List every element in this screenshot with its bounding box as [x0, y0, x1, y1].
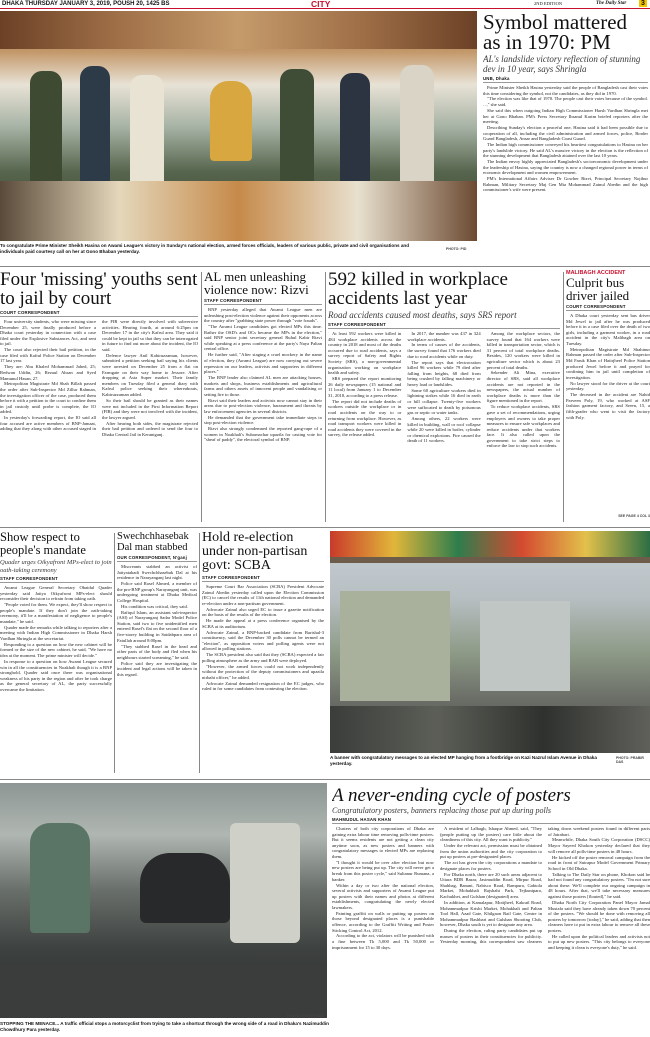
- workplace-para: Among the workplace sectors, the survey found that 164 workers were killed in transportation sector, which is 31 percent of total workplace deaths. Besides, 120 workers were killed in agriculture sector which is about 23 percent of total deaths.: [486, 331, 560, 370]
- respect-headline: Show respect to people's mandate: [0, 531, 86, 557]
- culprit-see-page[interactable]: SEE PAGE 4 COL 3: [618, 514, 650, 518]
- swechchhasebak-story: [117, 531, 197, 777]
- respect-byline: STAFF CORRESPONDENT: [0, 576, 112, 583]
- divider: [0, 266, 650, 267]
- masthead-section: CITY: [311, 0, 331, 9]
- masthead-paper: The Daily Star: [596, 1, 627, 6]
- reelection-body: [202, 584, 324, 692]
- symbol-para: Describing Sunday's election a peaceful one, Hasina said it had been possible due to cooperation of all, including the civil administration and armed forces, police, Border Guard Bangladesh, Ansar and Bangladesh Coast Guard.: [483, 125, 648, 142]
- photo1-credit: PHOTO: PID: [446, 247, 467, 251]
- workplace-body: [328, 331, 560, 524]
- culprit-headline: Culprit bus driver jailed: [566, 275, 630, 303]
- masthead-dateline: DHAKA THURSDAY JANUARY 3, 2019, POUSH 20, 1425 BS: [2, 1, 170, 7]
- al-para: Rizvi also strongly condemned the reported gang-rape of a women in Noakhali's Subarnachar upazila for casting vote for "sheaf of paddy", the electoral symbol of BNP.: [204, 426, 322, 443]
- symbol-para: Prime Minister Sheikh Hasina yesterday said the people of Bangladesh cast their votes this time considering the symbol, not the candidates, as they did in 1970.: [483, 85, 648, 96]
- respect-para: In response to a question on how Awami League secured win in all the constituencies in Noakhali though it is a BNP stronghold, Quader said once there was organisational weakness of his party in the region and after he took charge as the general secretary of AL, the party successfully overcame the limitation.: [0, 658, 112, 692]
- missing-headline: Four 'missing' youths sent to jail by court: [0, 270, 198, 309]
- posters-para: Painting graffiti on walls or putting up posters on those beyond designated places is a punishable offence, according to the Graffiti Writing and Poster Sticking Control Act, 2012.: [332, 910, 434, 933]
- culprit-kicker: MALIBAGH ACCIDENT: [566, 270, 626, 276]
- workplace-para: At least 592 workers were killed in 484 workplace accidents across the country in 2018 and most of the deaths occurred due to road accidents, says a survey report of Safety and Rights Society (SRS), a non-governmental organisation working on workplace health and safety.: [328, 331, 402, 376]
- reelection-para: Advocate Zainul demanded resignation of the EC judges, who ruled in for some candidates from contesting the election.: [202, 680, 324, 692]
- page-number: 3: [641, 0, 645, 7]
- reelection-headline: Hold re-election under non-partisan govt: SCBA: [202, 531, 308, 573]
- photo1-caption-text: To congratulate Prime Minister Sheikh Hasina on Awami League's victory in Sunday's national election, armed forces officials, leaders of various public, private and civil organisations and individuals paid courtesy call on her at Gono Bhaban yesterday.: [0, 243, 410, 254]
- photo2-caption: [330, 755, 610, 769]
- workplace-para: Among others, 22 workers were killed in building, wall or roof collapse while 20 were killed in boiler, cylinder or chemical explosions. Fire caused the death of 11 workers.: [407, 416, 481, 444]
- posters-story: [332, 786, 650, 1037]
- reelection-byline: STAFF CORRESPONDENT: [202, 575, 324, 582]
- swechchhasebak-body: [117, 564, 197, 677]
- posters-para: "I thought it would be over after election but now new posters are being put up. The city will never get a break from this poster cycle," said Sultanur Rumana, a banker.: [332, 859, 434, 882]
- posters-para: Meanwhile, Dhaka South City Corporation (DSCC) Mayor Sayeed Khokon yesterday declared that they will remove all polls-time posters in 48 hours.: [548, 837, 650, 854]
- culprit-byline: COURT CORRESPONDENT: [566, 304, 650, 311]
- workplace-para: In terms of causes of the accidents, the survey found that 176 workers died due to road accidents while on duty.: [407, 342, 481, 359]
- photo3-caption-text: STOPPING THE MENACE... A traffic official stops a motorcyclist from trying to take a shortcut through the wrong side of a road in Dhaka's Nazimuddin Chowdhury Para yesterday.: [0, 1021, 329, 1032]
- missing-body: [0, 319, 198, 524]
- divider: [199, 533, 200, 773]
- swechchhasebak-para: Rafiqul Islam, an assistant sub-inspector (ASI) of Narayanganj Sadar Model Police Station, said two to five unidentified men entered Rasel's flat on the second floor of a five-storey building in Saidabpara area of Fatullah around 8:00pm.: [117, 609, 197, 643]
- al-headline: AL men unleashing violence now: Rizvi: [204, 270, 309, 297]
- reelection-para: Advocate Zainul, a BNP-backed candidate from Barishal-3 constituency, said the December 30 polls cannot be termed an "election", as opposition voters and polling agents were not allowed in polling stations.: [202, 629, 324, 652]
- missing-para: Defence lawyer Anil Kabiruzzaman, however, submitted a petition seeking bail saying his clients were arrested on December 25 from a flat on Farmgate on their way home to Jessore. After dropping at Asia Super market. Their family members on Tuesday filed a general diary with Kafrul police seeking their whereabouts, Kabiruzzaman added.: [102, 352, 198, 398]
- reelection-para: Advocate Zainul also urged EC to issue a gazette notification on the basis of the results of the election.: [202, 606, 324, 618]
- symbol-headline: Symbol mattered as in 1970: PM: [483, 12, 628, 54]
- workplace-para: SRS prepared the report monitoring 26 daily newspapers (15 national and 11 local) from January 1 to December 31, 2018, according to a press release.: [328, 376, 402, 398]
- gono-bhaban-photo: [0, 11, 477, 241]
- respect-para: Responding to a question on how the new cabinet will be formed or the size of the new cabinet, he said, "We have no idea at the moment. The prime minister will decide.": [0, 641, 112, 659]
- reelection-para: The SCBA president also said that they (SCBA) expected a fair polling atmosphere as the army and RAB were deployed.: [202, 652, 324, 663]
- posters-para: Dhaka North City Corporation Panel Mayor Jamal Mustafa said they have already taken down 70 percent of the posters. "We should be done with removing all posters by tomorrow [today]," he said, adding that then cleaners have to put in extra labour to remove all these posters.: [548, 899, 650, 933]
- masthead-edition: 2ND EDITION: [534, 1, 563, 6]
- respect-body: [0, 585, 112, 692]
- divider: [201, 272, 202, 522]
- posters-deck: Congratulatory posters, banners replacing those put up during polls: [332, 806, 552, 815]
- divider: [0, 527, 650, 528]
- symbol-para: The Indian high commissioner conveyed his heartiest congratulations to Hasina on her party's landslide victory. He said AL's massive victory in the election is the reflection of the stunning development that Bangladesh attained over the last 10 years.: [483, 142, 648, 159]
- symbol-deck: AL's landslide victory reflection of stunning dev in 10 year, says Shringla: [483, 54, 641, 74]
- al-byline: STAFF CORRESPONDENT: [204, 298, 322, 305]
- posters-para: Under the relevant act, permission must be obtained from the union authorities and the city corporation to put up posters at pre-designated places.: [440, 843, 542, 860]
- divider: [563, 272, 564, 522]
- photo3-caption: [0, 1021, 330, 1037]
- posters-para: Clusters of both city corporations of Dhaka are gaining extra labour time removing polls-time posters. But it seems residents are not getting a clean city anytime soon, as new posters and banners with congratulatory messages to elected MPs are replacing them.: [332, 826, 434, 859]
- swechchhasebak-para: Police said they are investigating the incident and legal actions will be taken in this regard.: [117, 660, 197, 677]
- workplace-para: The report did not include deaths of workers outside the workplace or in road accidents on the way to or returning from workplace. However, as road transport workers were killed in road accidents they were covered in the survey, the release added.: [328, 398, 402, 438]
- posters-body: [332, 826, 650, 1036]
- workplace-para: The report says that electrocution killed 96 workers while 79 died after falling from heights, 68 died from being crushed by falling machinery or heavy load or landslides.: [407, 359, 481, 387]
- missing-para: In yesterday's forwarding report, the IO said all four accused are active members of BNP-Jamaat, adding that they along with other accused staged in the FIR were directly involved with subversive activities. Hearing fourth, at around 6:25pm on December 17 in the city's Kafrul area. They said it could be kept in jail so that they can be interrogated in future to find out more about the incident, the IO said.: [0, 319, 198, 432]
- reelection-para: "However, the armed forces could not work independently without the protection of the deputy commissioners and upazila nirbahi officer," he added.: [202, 663, 324, 680]
- photo2-caption-text: A banner with congratulatory messages to an elected MP hanging from a footbridge on Kazi Nazrul Islam Avenue in Dhaka yesterday.: [330, 755, 597, 766]
- footbridge-banner-photo: [330, 531, 650, 753]
- divider: [114, 533, 115, 773]
- missing-para: Four university students, who were missing since December 25, were finally produced before a Dhaka court yesterday in connection with a case filed under the Explosive Substances Act, and sent to jail.: [0, 319, 96, 347]
- symbol-para: She said this when outgoing Indian High Commissioner Harsh Vardhan Shringla met her at Gono Bhaban. PM's Press Secretary Ihsanul Karim briefed reporters after the meeting.: [483, 107, 648, 125]
- culprit-para: The deceased in the accident are Nahid Parveen Poly, 19, who worked at ASF fashion garment factory, and Sreen, 15, a fifth-grader who went to visit the factory with Poly.: [566, 392, 650, 420]
- divider: [325, 272, 326, 522]
- swechchhasebak-para: His condition was critical, they said.: [121, 603, 188, 609]
- reelection-para: He made the appeal at a press conference organised by the SCBA at its auditorium.: [202, 618, 324, 629]
- photo3-credit: PHOTO: PRABIR DAS: [287, 1014, 324, 1018]
- symbol-story: [483, 12, 648, 262]
- posters-para: He kicked off the poster removal campaign from the road in front of Sutrapur Model Government Primary School in Old Dhaka.: [548, 854, 650, 871]
- divider: [0, 779, 650, 780]
- missing-story: [0, 270, 198, 524]
- photo2-credit: PHOTO: PRABIR DAS: [616, 756, 644, 764]
- workplace-story: [328, 270, 560, 524]
- posters-para: A resident of Lalbagh, Ishaque Ahmed, said, "They (people putting up the posters) care little about the cleanliness of this city. All they want is publicity.": [440, 826, 542, 843]
- respect-story: [0, 531, 112, 777]
- swechchhasebak-para: Police said Rasel Ahmed, a member of the pro-BNP group's Narayanganj unit, was undergoing treatment at Dhaka Medical College Hospital.: [117, 581, 197, 603]
- respect-deck: Quader urges Oikyafront MPs-elect to join oath-taking ceremony: [0, 559, 112, 574]
- symbol-para: "The election was like that of 1970. The people cast their votes because of the symbol. . .," she said.: [483, 96, 648, 108]
- workplace-para: Some 60 agriculture workers died in lightning strikes while 16 died in earth or hill collapse. Twenty-five workers were suffocated to death by poisonous gas or septic or water tanks.: [407, 387, 481, 416]
- photo1-caption: [0, 243, 430, 259]
- reelection-para: Supreme Court Bar Association (SCBA) President Advocate Zainul Abedin yesterday called upon the Election Commission (EC) to cancel the results of 11th national election and demanded re-election under a non-partisan government.: [202, 584, 324, 606]
- al-para: The BNP leader also claimed AL men are attacking houses, markets and shops, business establishments and agricultural farms and others assets of innocent people and vandalising or setting fire to those.: [204, 375, 322, 397]
- workplace-para: In 2017, the number was 437 in 324 workplace accidents.: [407, 331, 481, 342]
- traffic-photo: [0, 783, 327, 1018]
- swechchhasebak-byline: OUR CORRESPONDENT, N'ganj: [117, 555, 197, 562]
- missing-para: Metropolitan Magistrate Md Shah Billah passed the order after Sub-Inspector Md Zillur Rahman, the investigation officer of the case, produced them before it with a petition to the court to confine them in jail custody until probe is complete, the IO added.: [0, 381, 96, 415]
- respect-para: "People voted for them. We expect, they'll show respect to people's mandate. If they don't join the oath-taking ceremony, it'll be a manifestation of negligence to people's mandate," he said.: [0, 602, 112, 624]
- posters-para: Within a day or two after the national election, several activists and supporters of Awami League put up posters with their names and photos at different establishments, congratulating the newly elected lawmakers.: [332, 882, 434, 910]
- reelection-story: [202, 531, 324, 777]
- symbol-byline: UNB, Dhaka: [483, 76, 648, 83]
- culprit-body: [566, 313, 650, 513]
- posters-para: During the election, ruling party candidates put up masses of posters in their constituencies for publicity. Yesterday morning, this correspondent saw cleaners taking down weekend posters found in different parts of Jatrabari.: [440, 826, 650, 945]
- posters-para: He called upon the political leaders and activists not to put up new posters. "This city belongs to everyone and keeping it clean is everyone's duty," he said.: [548, 933, 650, 950]
- posters-para: In addition, at Kamalapur, Motijheel, Kakrail Road, Mohammadpur Krishi Market, Mohakhali and Paltan Tool Hall, Azad Gate, Khilgaon Rail Gate, Centre in Mohammadpur Bashbari and Gulshan Shooting Club, however, Dhaka south is yet to designate any area.: [440, 899, 542, 928]
- swechchhasebak-headline: Swechchhasebak Dal man stabbed: [117, 531, 189, 553]
- workplace-byline: STAFF CORRESPONDENT: [328, 322, 560, 329]
- symbol-para: PM's International Affairs Adviser Dr Gowher Rizvi, Principal Secretary Nojibur Rahman, Military Secretary Maj Gen Mia Mohammad Zainul Abedin and the high commissioner's wife were present.: [483, 176, 648, 193]
- al-para: He further said, "After staging a cruel mockery in the name of election, they (Awami League) are now carrying out severe repression on our leaders, activists and supporters in different places.": [204, 352, 322, 375]
- al-para: BNP yesterday alleged that Awami League men are unleashing post-election violence against their opponents across the country after "grabbing state power through "vote frauds".: [204, 307, 322, 324]
- workplace-para: Sekender Ali Mina, executive director of SRS, said all workplace accidents are not reported in the newspapers, the actual number of workplace deaths is more than the figure mentioned in the report.: [486, 370, 560, 404]
- posters-para: The act has given the city corporations a mandate to designate places for posters.: [440, 860, 542, 871]
- respect-para: Awami League General Secretary Obaidul Quader yesterday said Jatiya Oikyafront MPs-elect should reconsider their decision to refrain from taking oath.: [0, 585, 112, 602]
- workplace-para: To reduce workplace accidents, SRS gave a set of recommendations, urging employers and owners to take proper measures to ensure safe workplaces and reduce accidents under that workers face. It also called upon the government to take strict steps to enforce the law to stop such accidents.: [486, 404, 560, 449]
- missing-para: The court also rejected their bail petition, in the case filed with Kafrul Police Station on December 17 last year.: [0, 347, 96, 364]
- posters-byline: MAHMUDUL HASAN KHAN: [332, 817, 650, 824]
- posters-para: For Dhaka north, there are 20 such areas adjacent to Uttara BDR Bazar, Jasimuddin Road, Mirpur Road, Shahbag, Banani, Nabisco Road, Rampura, Gabtola Market, Mohakhali Rajshahi Park, Tejkunipara, Kachukhet, and Gulshan (designated) area.: [440, 871, 542, 900]
- al-para: He demanded that the government take immediate steps to stop post-election violence.: [204, 414, 322, 426]
- posters-headline: A never-ending cycle of posters: [332, 786, 571, 806]
- masthead: [0, 0, 650, 9]
- posters-para: According to the act, violators will be punished with a fine between Tk 5,000 and Tk 50,000 or imprisonment for 15 to 30 days.: [332, 933, 434, 950]
- posters-para: Talking to The Daily Star on phone, Khokon said he had not found any congratulatory posters. "I'm not sure about these. We'll complete our ongoing campaign in 48 hours. After that, we'll take necessary measures against those posters [flouted]," he said.: [548, 871, 650, 900]
- missing-para: After hearing both sides, the magistrate rejected their bail petition and ordered to send the four to Dhaka Central Jail in Keraniganj.: [102, 420, 198, 437]
- symbol-para: The Indian envoy highly appreciated Bangladesh's socioeconomic development under the leadership of Hasina, saying the country is now a changed regional power in terms of economic development and women empowerment.: [483, 159, 648, 176]
- workplace-headline: 592 killed in workplace accidents last year: [328, 270, 508, 309]
- culprit-para: Metropolitan Magistrate Md Shahinur Rahman passed the order after Sub-Inspector Md Faruk Khan of Hatirjheel Police Station produced Jewel before it and prayed for confining him in jail until completion of investigation.: [566, 346, 650, 380]
- workplace-deck: Road accidents caused most deaths, says SRS report: [328, 310, 517, 320]
- culprit-para: No lawyer stood for the driver at the court yesterday.: [566, 380, 650, 392]
- al-para: Rizvi said their leaders and activists now cannot stay in their areas due to post-election violence, harassment and threats by law enforcement agencies in several districts.: [204, 397, 322, 414]
- al-body: [204, 307, 322, 443]
- culprit-para: A Dhaka court yesterday sent bus driver Md Jewel to jail after he was produced before it in a case filed over the death of two girls, including a garment worker, in a road accident in the city's Malibagh area on Tuesday.: [566, 313, 650, 346]
- missing-para: So their bail should be granted as their names were not included in the First Information Report (FIR) and they were not involved with the incident, the lawyer argued.: [102, 397, 198, 420]
- respect-para: Quader made the remarks while talking to reporters after a meeting with Indian High Commissioner in Dhaka Harsh Vardhan Shringla at the secretariat.: [0, 624, 112, 641]
- swechchhasebak-para: "They stabbed Rasel in the head and other parts of the body and fled when his neighbours started screaming," he said.: [117, 643, 197, 660]
- al-para: "The Awami League candidates got elected MPs this time. Rather the OSD's and OCs became the MPs in the election," said BNP senior joint secretary general Ruhul Kabir Rizvi while speaking at a press conference at the party's Naya Paltan central office.: [204, 324, 322, 352]
- al-story: [204, 270, 322, 524]
- symbol-body: [483, 85, 648, 193]
- culprit-story: [566, 270, 650, 524]
- missing-para: They are: Abu Khaled Mohammad Jahed, 25; Redwan Uddin, 26; Rezaul Ahsan and Syed Mamunul Hasan, 27.: [0, 364, 96, 381]
- missing-byline: COURT CORRESPONDENT: [0, 310, 198, 317]
- swechchhasebak-para: Miscreants stabbed an activist of Jatiyatabadi Swechchhasebak Dal at his residence in Narayanganj last night.: [117, 564, 197, 581]
